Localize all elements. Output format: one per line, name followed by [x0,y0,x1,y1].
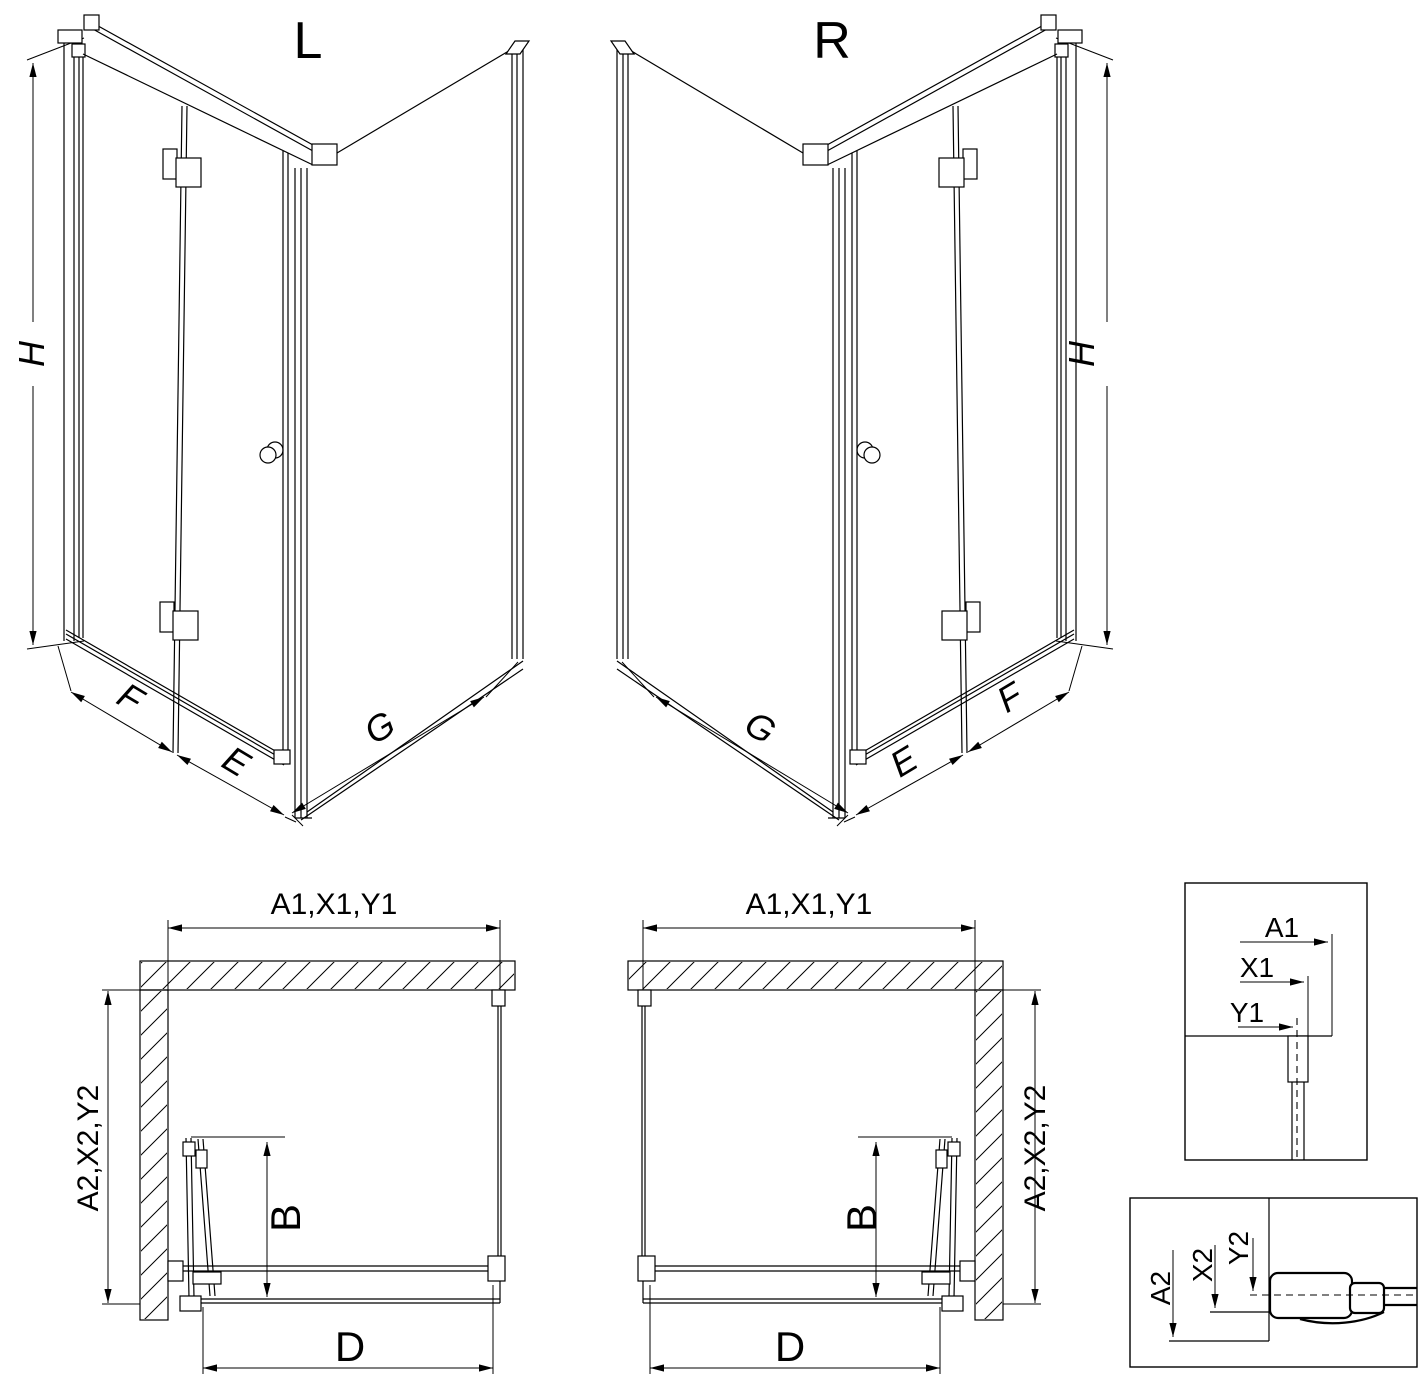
detail-x1-label: X1 [1239,952,1275,983]
dim-label-door-left: E [215,737,258,786]
detail-x2-label: X2 [1187,1247,1218,1283]
dim-label-fixed-left: F [110,674,151,721]
base-width-label-right: D [774,1323,806,1370]
dim-label-side-right: G [737,702,784,753]
entry-width-label-left: A1,X1,Y1 [270,888,398,921]
dim-label-height-right: H [1061,341,1102,367]
detail-depth-box [1130,1198,1417,1367]
iso-right-view [611,12,1113,826]
dim-label-height-left: H [11,341,52,367]
dim-label-door-right: E [882,737,925,786]
glass-edge-lines [1292,1082,1304,1160]
iso-right-linework [611,15,1113,826]
variant-label-right: R [813,12,851,70]
detail-a1-label: A1 [1264,912,1300,943]
iso-left-linework [27,15,529,826]
detail-entry-box [1185,883,1367,1160]
detail-a2-label: A2 [1145,1270,1176,1306]
side-wall-hatch [141,991,167,1319]
iso-left-view [11,12,529,826]
reference-lines [1308,934,1332,1036]
plan-left-view [72,888,515,1374]
fold-depth-label-right: B [838,1203,885,1233]
plan-right-view [628,888,1052,1374]
depth-label-left: A2,X2,Y2 [72,1084,105,1212]
side-wall-hatch [976,991,1002,1319]
variant-label-left: L [293,12,323,70]
wall-profile-section [1288,1036,1308,1082]
reference-lines [1169,1312,1269,1341]
depth-label-right: A2,X2,Y2 [1019,1084,1052,1212]
base-width-label-left: D [334,1323,366,1370]
dim-label-fixed-right: F [989,674,1030,721]
entry-width-label-right: A1,X1,Y1 [745,888,873,921]
wall-profile-clamp [1350,1283,1384,1313]
detail-y1-label: Y1 [1229,997,1265,1028]
top-wall-hatch [141,962,514,989]
dim-label-side-left: G [356,702,403,753]
top-wall-hatch [629,962,1002,989]
detail-y2-label: Y2 [1223,1230,1254,1266]
fold-depth-label-left: B [262,1203,309,1233]
